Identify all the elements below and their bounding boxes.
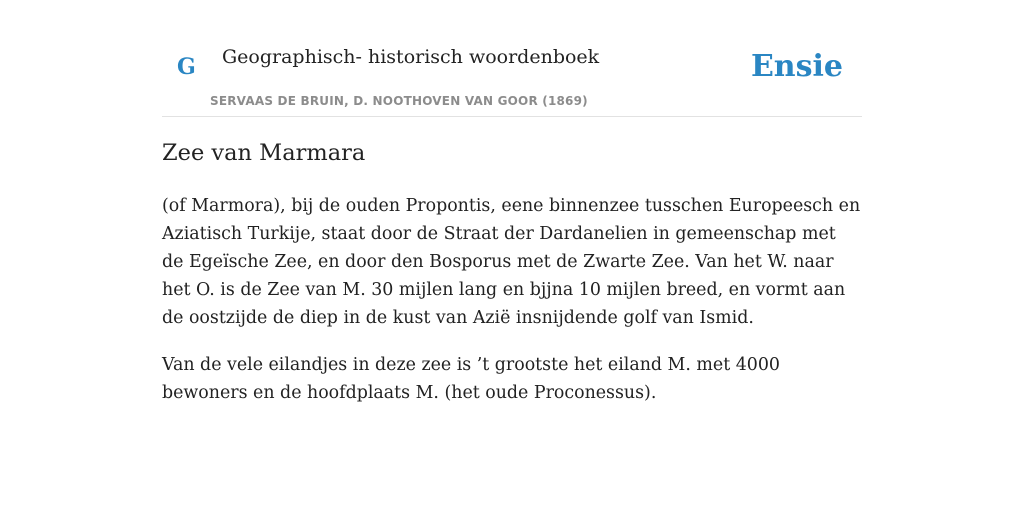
book-title-link[interactable]: Geographisch- historisch woordenboek xyxy=(222,46,600,68)
entry-paragraph: Van de vele eilandjes in deze zee is ’t grootste het eiland M. met 4000 bewoners en de hoofdplaats M. (het oude Proconessus). xyxy=(162,355,780,403)
book-header xyxy=(162,0,862,117)
ensie-logo-link[interactable]: Ensie xyxy=(750,49,843,84)
entry-paragraph: (of Marmora), bij de ouden Propontis, eene binnenzee tusschen Europeesch en Aziatisch Turkije, staat door de Straat der Dardanelien in gemeenschap met de Egeïsche Zee, en door den Bosporus met de Zwarte Zee. Van het W. naar het O. is de Zee van M. 30 mijlen lang en bjjna 10 mijlen breed, en vormt aan de oostzijde de diep in de kust van Azië insnijdende golf van Ismid. xyxy=(162,196,861,328)
entry-body xyxy=(162,192,862,426)
book-letter-icon[interactable]: G xyxy=(177,54,196,80)
book-authors: SERVAAS DE BRUIN, D. NOOTHOVEN VAN GOOR (1869) xyxy=(210,94,588,108)
entry-title: Zee van Marmara xyxy=(162,140,366,166)
